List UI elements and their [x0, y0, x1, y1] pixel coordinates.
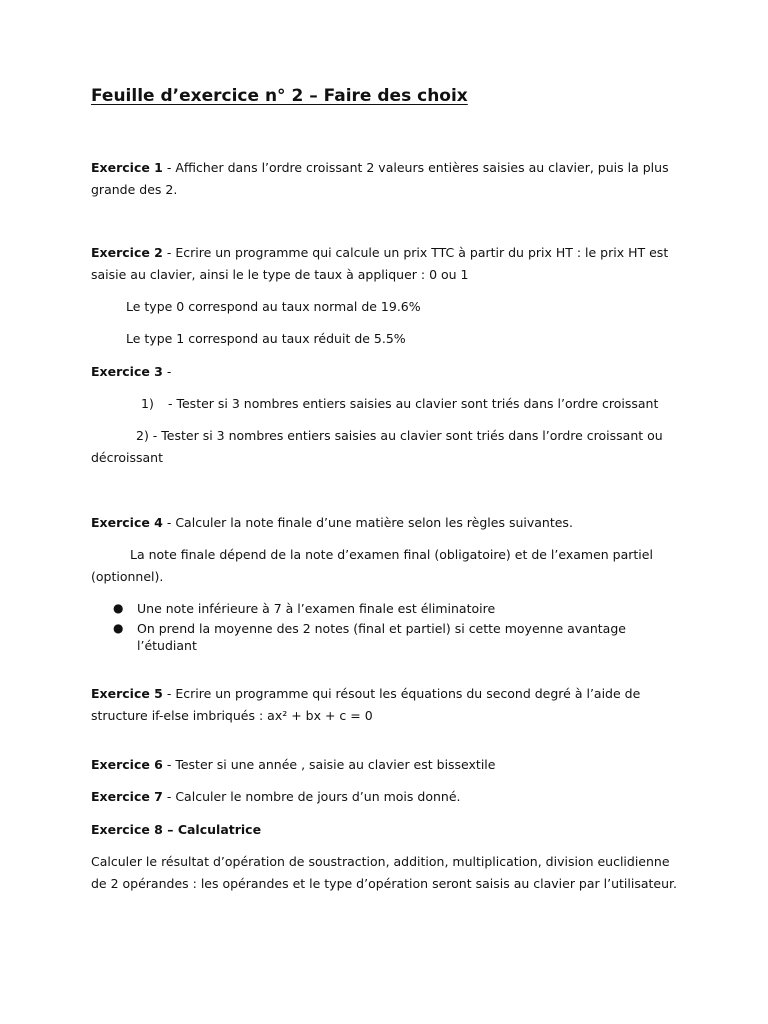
exercise-3-item-2-line-1: 2) - Tester si 3 nombres entiers saisies au clavier sont triés dans l’ordre croissant ou [136, 428, 663, 443]
exercise-8-label: Exercice 8 – Calculatrice [91, 822, 262, 837]
exercise-3 [91, 362, 171, 382]
exercise-4-bullet-1: Une note inférieure à 7 à l’examen finale est éliminatoire [137, 601, 496, 616]
exercise-5-text: - Ecrire un programme qui résout les équations du second degré à l’aide de structure if-else imbriqués : ax² + bx + c = 0 [91, 686, 641, 723]
bullet-icon: ● [113, 621, 124, 635]
exercise-1-text: - Afficher dans l’ordre croissant 2 valeurs entières saisies au clavier, puis la plus grande des 2. [91, 160, 669, 197]
exercise-3-suffix: - [162, 364, 172, 379]
exercise-4-bullet-2: On prend la moyenne des 2 notes (final et partiel) si cette moyenne avantage l’étudiant [137, 621, 626, 653]
page-title: Feuille d’exercice n° 2 – Faire des choix [91, 86, 468, 106]
exercise-4 [91, 513, 573, 533]
exercise-5 [91, 683, 681, 727]
exercise-1-label: Exercice 1 [91, 160, 163, 175]
exercise-8-text: Calculer le résultat d’opération de soustraction, addition, multiplication, division euclidienne de 2 opérandes : les opérandes et le type d’opération seront saisis au clavier par l’utilisateur. [91, 854, 677, 891]
exercise-6 [91, 755, 495, 775]
exercise-7-text: - Calculer le nombre de jours d’un mois donné. [162, 789, 461, 804]
exercise-2-type0: Le type 0 correspond au taux normal de 19.6% [126, 299, 421, 314]
exercise-3-item-1-number: 1) [141, 396, 154, 411]
exercise-3-item-2-line-2: décroissant [91, 450, 163, 465]
bullet-icon: ● [113, 601, 124, 615]
exercise-1 [91, 157, 681, 201]
exercise-4-label: Exercice 4 [91, 515, 163, 530]
exercise-2 [91, 242, 681, 286]
exercise-6-text: - Tester si une année , saisie au clavier est bissextile [162, 757, 496, 772]
exercise-5-label: Exercice 5 [91, 686, 163, 701]
exercise-2-label: Exercice 2 [91, 245, 163, 260]
exercise-3-label: Exercice 3 [91, 364, 163, 379]
exercise-2-text: - Ecrire un programme qui calcule un prix TTC à partir du prix HT : le prix HT est saisie au clavier, ainsi le le type de taux à appliquer : 0 ou 1 [91, 245, 669, 282]
exercise-6-label: Exercice 6 [91, 757, 163, 772]
exercise-4-text: - Calculer la note finale d’une matière selon les règles suivantes. [162, 515, 573, 530]
exercise-7 [91, 787, 460, 807]
exercise-4-intro-line-2: (optionnel). [91, 569, 164, 584]
exercise-4-intro-line-1: La note finale dépend de la note d’examen final (obligatoire) et de l’examen partiel [130, 547, 653, 562]
exercise-7-label: Exercice 7 [91, 789, 163, 804]
exercise-2-type1: Le type 1 correspond au taux réduit de 5.5% [126, 331, 406, 346]
exercise-3-item-1-text: - Tester si 3 nombres entiers saisies au clavier sont triés dans l’ordre croissant [168, 396, 659, 411]
